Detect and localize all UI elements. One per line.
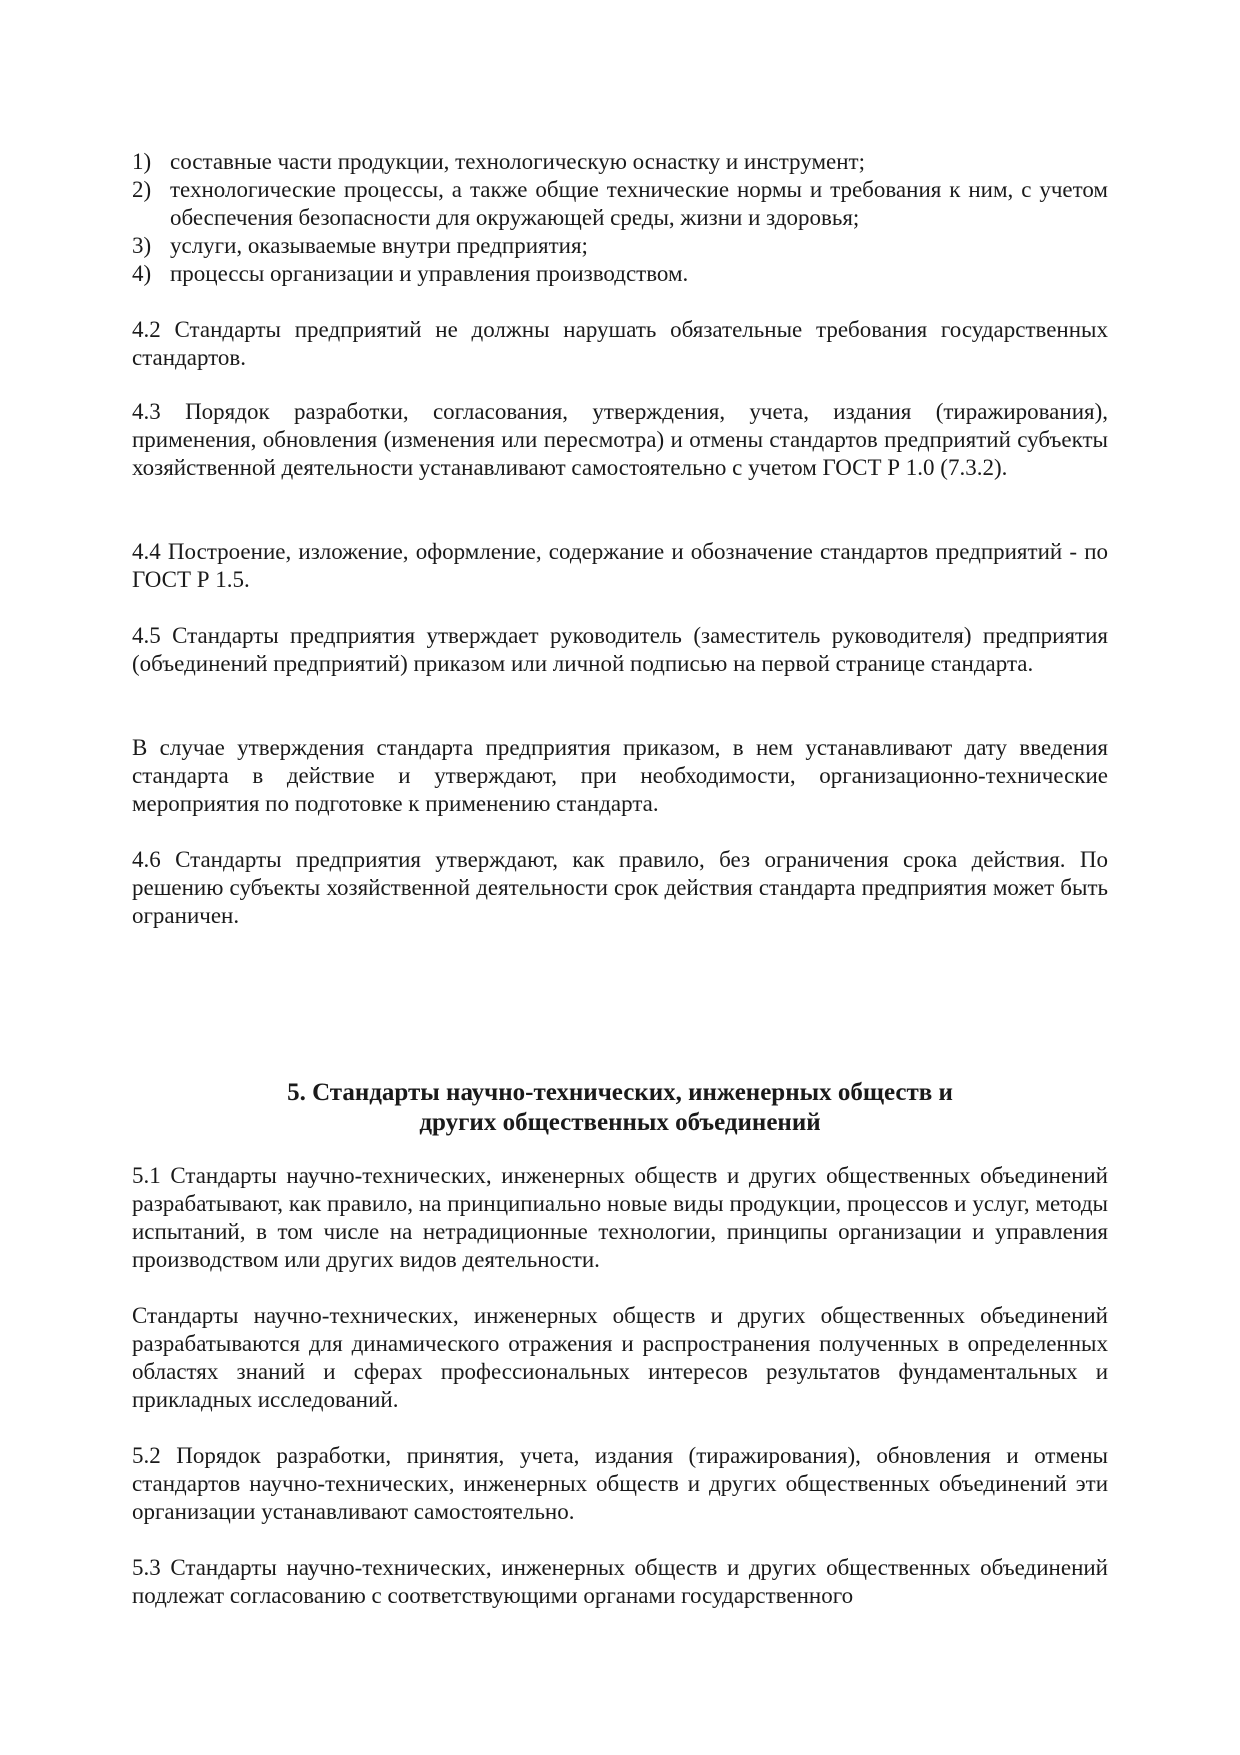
numbered-list: [132, 148, 1108, 288]
paragraph-5-3: 5.3 Стандарты научно-технических, инженерных обществ и других общественных объединений подлежат согласованию с соответствующими органами государственного: [132, 1555, 1108, 1608]
list-item-text: составные части продукции, технологическую оснастку и инструмент;: [170, 149, 865, 174]
list-item-text: процессы организации и управления производством.: [170, 261, 689, 286]
list-item-number: 4): [132, 261, 152, 286]
list-item: [132, 176, 1108, 232]
paragraph-4-4: 4.4 Построение, изложение, оформление, содержание и обозначение стандартов предприятий - по ГОСТ Р 1.5.: [132, 539, 1108, 592]
paragraph-4-5: 4.5 Стандарты предприятия утверждает руководитель (заместитель руководителя) предприятия (объединений предприятий) приказом или личной подписью на первой странице стандарта.: [132, 623, 1108, 676]
section-5-heading: [132, 1078, 1108, 1138]
paragraph-5-1-purpose: Стандарты научно-технических, инженерных обществ и других общественных объединений разрабатываются для динамического отражения и распространения полученных в определенных областях знаний и сферах профессиональных интересов результатов фундаментальных и прикладных исследований.: [132, 1303, 1108, 1412]
document-page: [132, 0, 1108, 1755]
paragraph-5-1: 5.1 Стандарты научно-технических, инженерных обществ и других общественных объединений разрабатывают, как правило, на принципиально новые виды продукции, процессов и услуг, методы испытаний, в том числе на нетрадиционные технологии, принципы организации и управления производством или других видов деятельности.: [132, 1163, 1108, 1272]
paragraph-4-3: 4.3 Порядок разработки, согласования, утверждения, учета, издания (тиражирования), применения, обновления (изменения или пересмотра) и отмены стандартов предприятий субъекты хозяйственной деятельности устанавливают самостоятельно с учетом ГОСТ Р 1.0 (7.3.2).: [132, 399, 1108, 480]
section-5-heading-line-1: 5. Стандарты научно-технических, инженерных обществ и: [287, 1079, 953, 1106]
list-item-text: технологические процессы, а также общие технические нормы и требования к ним, с учетом обеспечения безопасности для окружающей среды, жизни и здоровья;: [170, 177, 1108, 230]
section-5-heading-line-2: других общественных объединений: [419, 1109, 821, 1136]
list-item-number: 1): [132, 149, 152, 174]
list-item: [132, 232, 1108, 260]
list-item: [132, 148, 1108, 176]
list-item-text: услуги, оказываемые внутри предприятия;: [170, 233, 588, 258]
list-item: [132, 260, 1108, 288]
paragraph-5-2: 5.2 Порядок разработки, принятия, учета, издания (тиражирования), обновления и отмены стандартов научно-технических, инженерных обществ и других общественных объединений эти организации устанавливают самостоятельно.: [132, 1443, 1108, 1524]
paragraph-4-5-order: В случае утверждения стандарта предприятия приказом, в нем устанавливают дату введения стандарта в действие и утверждают, при необходимости, организационно-технические мероприятия по подготовке к применению стандарта.: [132, 735, 1108, 816]
paragraph-4-2: 4.2 Стандарты предприятий не должны нарушать обязательные требования государственных стандартов.: [132, 317, 1108, 370]
list-item-number: 3): [132, 233, 152, 258]
list-item-number: 2): [132, 177, 152, 202]
paragraph-4-6: 4.6 Стандарты предприятия утверждают, как правило, без ограничения срока действия. По решению субъекты хозяйственной деятельности срок действия стандарта предприятия может быть ограничен.: [132, 847, 1108, 928]
